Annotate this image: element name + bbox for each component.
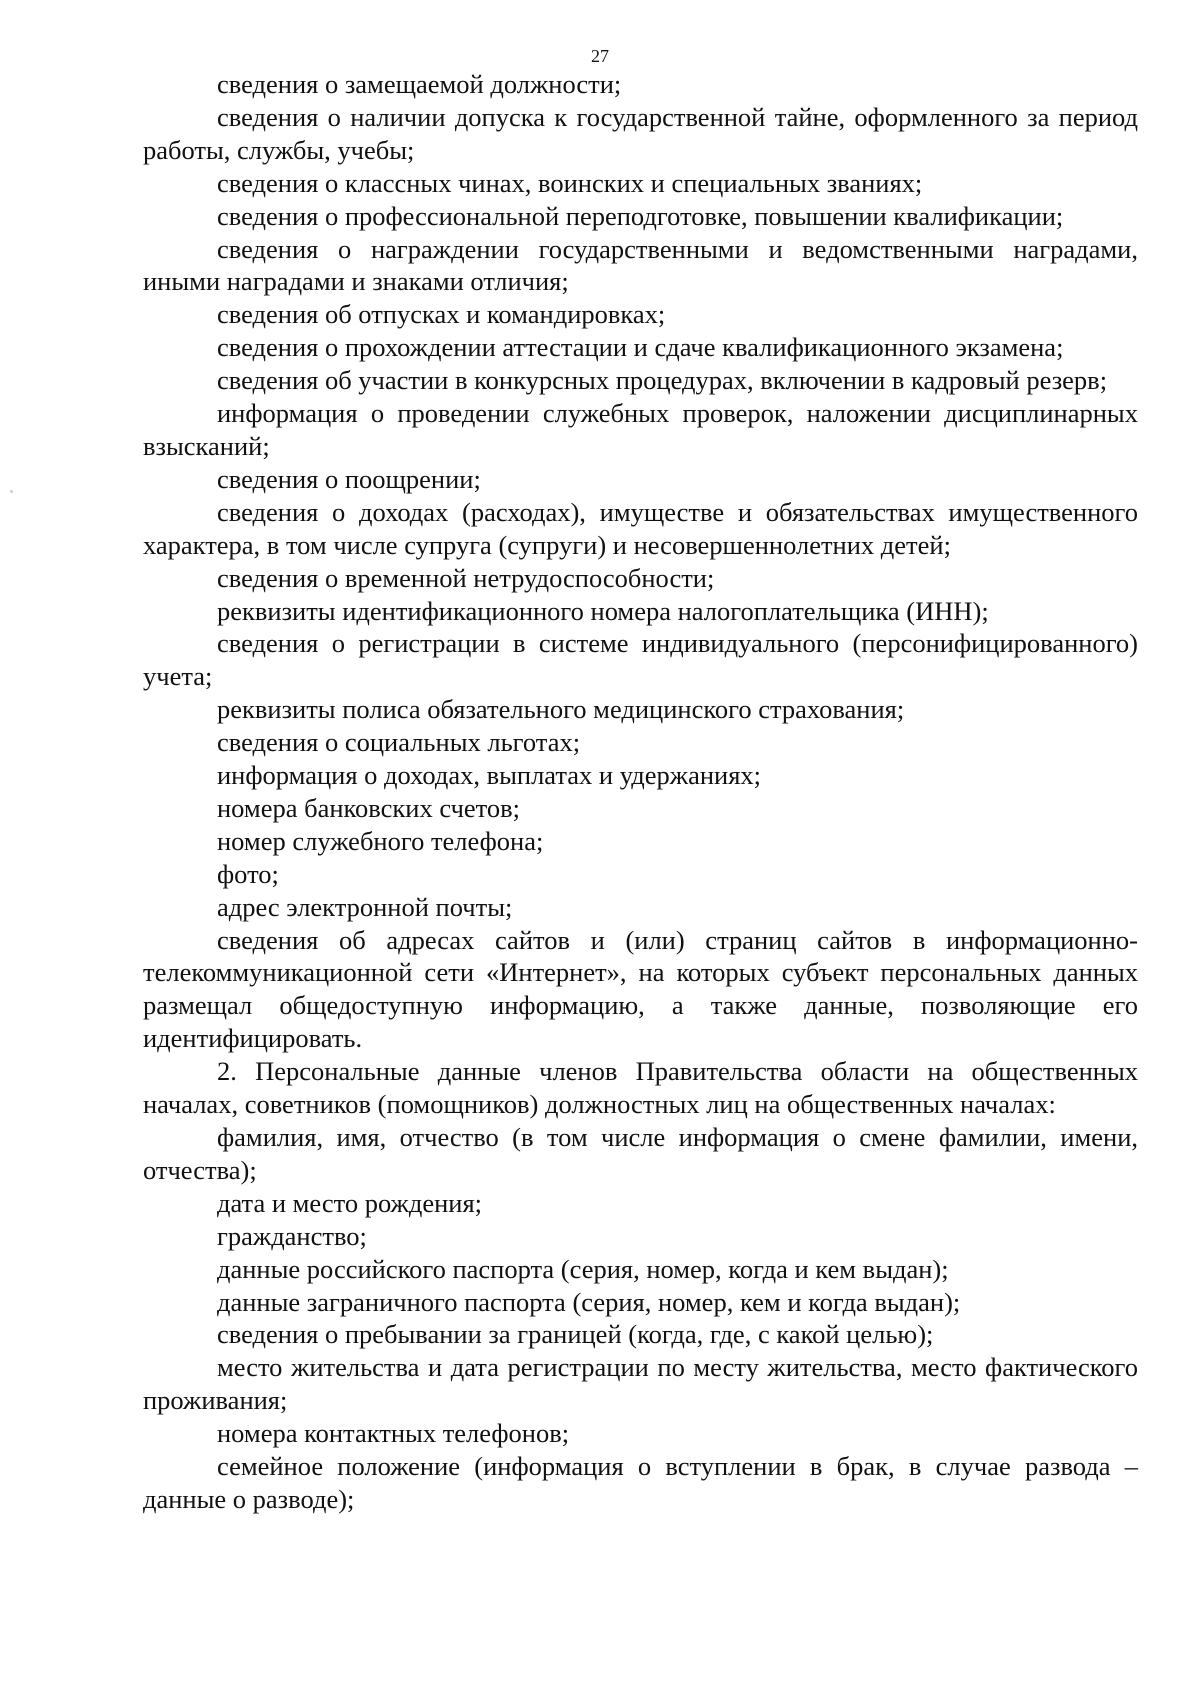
document-body bbox=[143, 68, 1138, 1516]
paragraph: сведения о поощрении; bbox=[217, 463, 481, 494]
paragraph: дата и место рождения; bbox=[217, 1187, 483, 1218]
paragraph: номера контактных телефонов; bbox=[217, 1418, 570, 1449]
paragraph: информация о доходах, выплатах и удержаниях; bbox=[217, 760, 762, 791]
page-number: 27 bbox=[591, 46, 609, 66]
paragraph: сведения о наличии допуска к государственной тайне, оформленного за период работы, службы, учебы; bbox=[143, 101, 1138, 165]
paragraph: сведения о награждении государственными и ведомственными наградами, иными наградами и знаками отличия; bbox=[143, 233, 1138, 297]
paragraph: номер служебного телефона; bbox=[217, 825, 544, 856]
paragraph: сведения о классных чинах, воинских и специальных званиях; bbox=[217, 167, 923, 198]
paragraph: данные российского паспорта (серия, номер, когда и кем выдан); bbox=[217, 1253, 949, 1284]
paragraph: сведения о доходах (расходах), имуществе и обязательствах имущественного характера, в том числе супруга (супруги) и несовершеннолетних детей; bbox=[143, 496, 1138, 560]
paragraph: данные заграничного паспорта (серия, номер, кем и когда выдан); bbox=[217, 1286, 961, 1317]
paragraph: фото; bbox=[217, 858, 279, 889]
paragraph: реквизиты идентификационного номера налогоплательщика (ИНН); bbox=[217, 595, 989, 626]
paragraph: фамилия, имя, отчество (в том числе информация о смене фамилии, имени, отчества); bbox=[143, 1122, 1138, 1185]
paragraph: семейное положение (информация о вступлении в брак, в случае развода – данные о разводе); bbox=[143, 1451, 1138, 1514]
paragraph: сведения о замещаемой должности; bbox=[217, 69, 622, 99]
paragraph: сведения об адресах сайтов и (или) страниц сайтов в информационно-телекоммуникационной сети «Интернет», на которых субъект персональных данных размещал общедоступную информацию, а также данные, позволяющие его идентифицировать. bbox=[143, 924, 1138, 1054]
paragraph: сведения о временной нетрудоспособности; bbox=[217, 562, 715, 593]
scan-speck bbox=[10, 490, 13, 493]
paragraph: сведения о социальных льготах; bbox=[217, 727, 581, 758]
paragraph: реквизиты полиса обязательного медицинского страхования; bbox=[217, 694, 905, 725]
paragraph: адрес электронной почты; bbox=[217, 891, 513, 922]
paragraph: информация о проведении служебных проверок, наложении дисциплинарных взысканий; bbox=[143, 398, 1138, 461]
paragraph: сведения об отпусках и командировках; bbox=[217, 299, 666, 330]
paragraph: сведения о пребывании за границей (когда, где, с какой целью); bbox=[217, 1319, 934, 1350]
paragraph: сведения об участии в конкурсных процедурах, включении в кадровый резерв; bbox=[217, 365, 1108, 396]
paragraph: сведения о регистрации в системе индивидуального (персонифицированного) учета; bbox=[143, 628, 1138, 692]
paragraph: место жительства и дата регистрации по месту жительства, место фактического проживания; bbox=[143, 1352, 1138, 1416]
paragraph: гражданство; bbox=[217, 1220, 367, 1251]
paragraph: сведения о профессиональной переподготовке, повышении квалификации; bbox=[217, 200, 1064, 231]
section-heading-paragraph: 2. Персональные данные членов Правительства области на общественных началах, советников (помощников) должностных лиц на общественных началах: bbox=[143, 1056, 1138, 1120]
paragraph: номера банковских счетов; bbox=[217, 792, 521, 823]
paragraph: сведения о прохождении аттестации и сдаче квалификационного экзамена; bbox=[217, 332, 1064, 363]
